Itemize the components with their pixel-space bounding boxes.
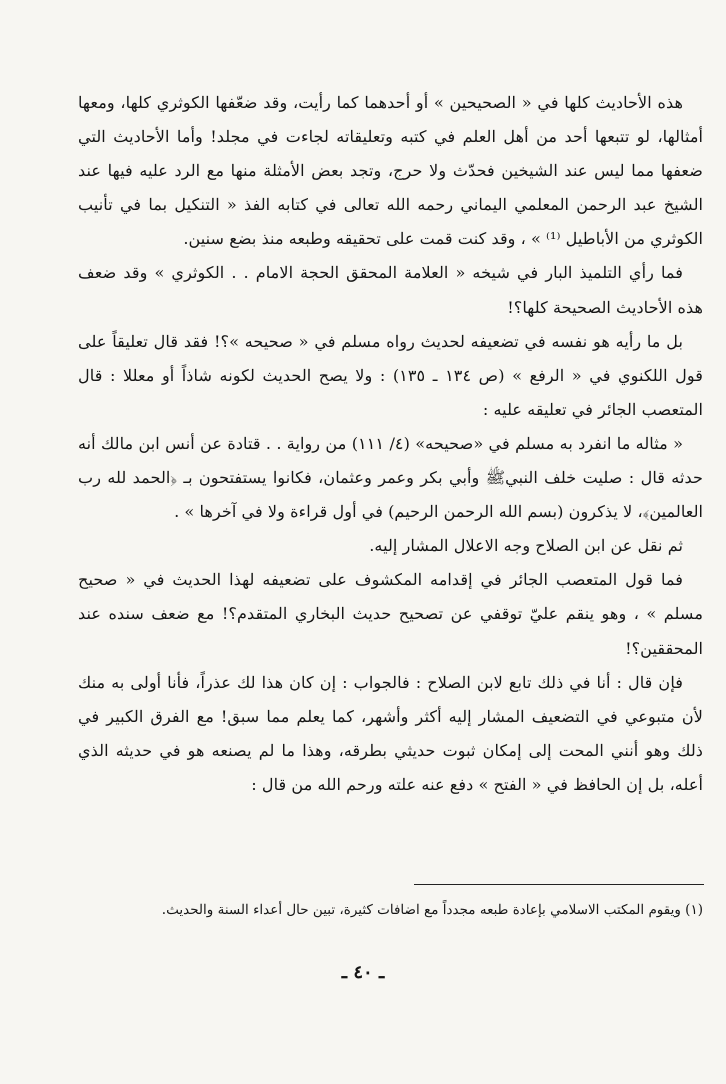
page-number: ـ ٤٠ ـ <box>341 962 385 983</box>
paragraph-1: هذه الأحاديث كلها في « الصحيحين » أو أحدهما كما رأيت، وقد ضعّفها الكوثري كلها، ومعها أمثالها، لو تتبعها أحد من أهل العلم في كتبه وتعليقاته لجاءت في مجلد! وأما الأحاديث التي ضعفها مما ليس عند الشيخين فحدّث ولا حرج، وتجد بعض الأمثلة منها مع الرد عليه فيها عند الشيخ عبد الرحمن المعلمي اليماني رحمه الله تعالى في كتابه الفذ « التنكيل بما في تأنيب الكوثري من الأباطيل ⁽¹⁾ » ، وقد كنت قمت على تحقيقه وطبعه منذ بضع سنين. <box>78 93 703 249</box>
paragraph-3: بل ما رأيه هو نفسه في تضعيفه لحديث رواه مسلم في « صحيحه »؟! فقد قال تعليقاً على قول اللكنوي في « الرفع » (ص ١٣٤ ـ ١٣٥) : ولا يصح الحديث لكونه شاذاً أو معللا : قال المتعصب الجائر في تعليقه عليه : <box>78 331 703 419</box>
footnote-divider <box>414 884 704 885</box>
paragraph-4: « مثاله ما انفرد به مسلم في «صحيحه» (٤/ ١١١) من رواية . . قتادة عن أنس ابن مالك أنه حدثه قال : صليت خلف النبيﷺ وأبي بكر وعمر وعثمان، فكانوا يستفتحون بـ ﴿الحمد لله رب العالمين﴾، لا يذكرون (بسم الله الرحمن الرحيم) في أول قراءة ولا في آخرها » . <box>78 433 703 522</box>
paragraph-7: فإن قال : أنا في ذلك تابع لابن الصلاح : فالجواب : إن كان هذا لك عذراً، فأنا أولى به منك لأن متبوعي في التضعيف المشار إليه أكثر وأشهر، كما يعلم مما سبق! مع الفرق الكبير في ذلك وهو أنني المحت إلى إمكان ثبوت حديثي بطرقه، وهذا ما لم يصنعه هو في حديثه الذي أعله، بل إن الحافظ في « الفتح » دفع عنه علته ورحم الله من قال : <box>78 672 703 794</box>
footnote <box>78 896 703 925</box>
footnote-text: (١) ويقوم المكتب الاسلامي بإعادة طبعه مجدداً مع اضافات كثيرة، تبين حال أعداء السنة والحديث. <box>161 902 703 918</box>
paragraph-5: ثم نقل عن ابن الصلاح وجه الاعلال المشار إليه. <box>369 536 683 556</box>
paragraph-2: فما رأي التلميذ البار في شيخه « العلامة المحقق الحجة الامام . . الكوثري » وقد ضعف هذه الأحاديث الصحيحة كلها؟! <box>78 263 703 317</box>
paragraph-6: فما قول المتعصب الجائر في إقدامه المكشوف على تضعيفه لهذا الحديث في « صحيح مسلم » ، وهو ينقم عليّ توقفي عن تصحيح حديث البخاري المتقدم؟! مع ضعف سنده عند المحققين؟! <box>78 570 703 658</box>
main-text <box>78 86 703 802</box>
